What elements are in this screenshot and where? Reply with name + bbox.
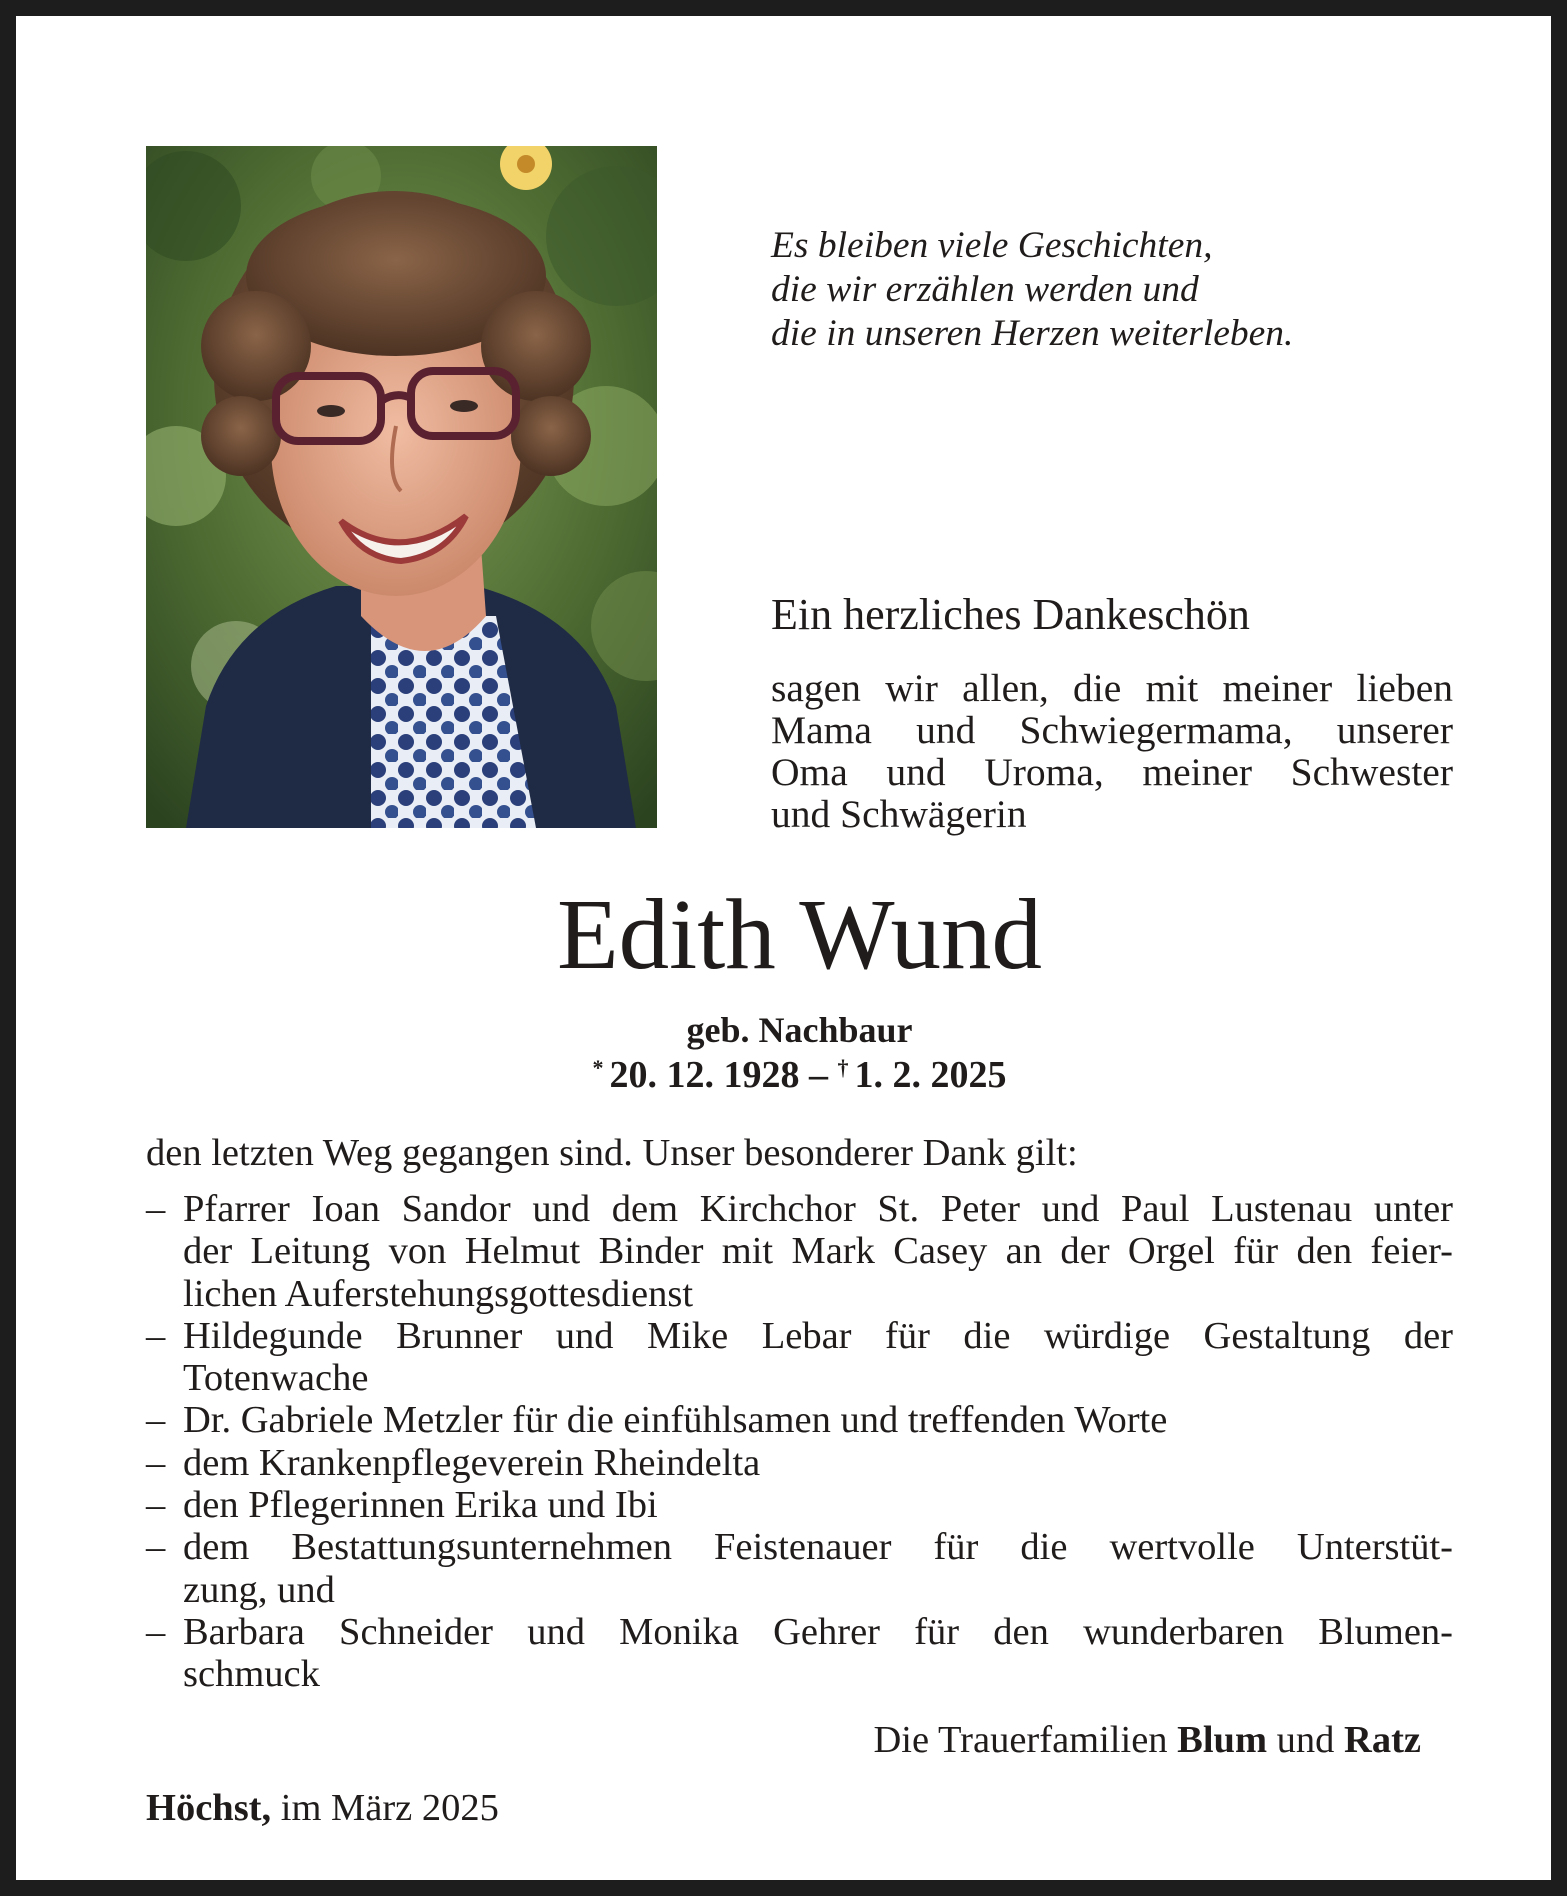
list-item-line: dem Krankenpflegeverein Rheindelta [183,1441,761,1484]
death-date: 1. 2. 2025 [854,1054,1007,1096]
portrait-image [146,146,657,828]
list-item-line: den Pflegerinnen Erika und Ibi [183,1484,658,1527]
list-item [146,1399,1453,1441]
deceased-name: Edith Wund [556,878,1043,990]
birth-date: 20. 12. 1928 [609,1054,800,1096]
family-signature [874,1718,1422,1762]
thanks-line: und Schwägerin [771,792,1027,836]
place-date [146,1785,499,1831]
motto-line: Es bleiben viele Geschichten, [771,225,1213,266]
thanks-line: Mama und Schwiegermama, unserer [771,708,1453,752]
list-item-line: Hildegunde Brunner und Mike Lebar für die würdige Gestaltung der [183,1314,1453,1357]
dash-bullet: – [146,1314,166,1357]
list-item-line: schmuck [183,1653,320,1696]
motto-line: die in unseren Herzen weiterleben. [771,313,1294,354]
dash-bullet: – [146,1188,166,1230]
motto-quote [771,224,1471,356]
signature-prefix: Die Trauerfamilien [873,1719,1168,1761]
list-item [146,1526,1453,1611]
motto-line: die wir erzählen werden und [771,269,1199,310]
list-item [146,1188,1453,1315]
list-item-line: lichen Auferstehungsgottesdienst [183,1272,694,1315]
thanks-heading: Ein herzliches Dankeschön [771,590,1250,639]
list-item [146,1315,1453,1400]
list-item-line: dem Bestattungsunternehmen Feistenauer für die wertvolle Unterstüt- [183,1526,1453,1569]
family-name-2: Ratz [1344,1719,1421,1761]
list-item [146,1442,1453,1484]
list-item [146,1484,1453,1526]
list-item-line: Totenwache [183,1357,369,1400]
dash-bullet: – [146,1484,166,1527]
dash-bullet: – [146,1526,166,1569]
list-item-line: der Leitung von Helmut Binder mit Mark Casey an der Orgel für den feier- [183,1230,1453,1273]
signature-conjunction: und [1276,1719,1335,1761]
thanks-text [771,667,1453,835]
town-name: Höchst, [146,1787,272,1829]
date-separator: – [809,1054,828,1096]
death-symbol: † [837,1055,849,1081]
dash-bullet: – [146,1610,166,1653]
dash-bullet: – [146,1399,166,1442]
family-name-1: Blum [1177,1719,1268,1761]
thanks-line: Oma und Uroma, meiner Schwester [771,750,1453,794]
list-item-line: Barbara Schneider und Monika Gehrer für den wunderbaren Blumen- [183,1610,1453,1653]
portrait-photo [146,146,657,828]
dash-bullet: – [146,1441,166,1484]
acknowledgement-list [146,1188,1453,1696]
list-item-line: Dr. Gabriele Metzler für die einfühlsamen und treffenden Worte [183,1399,1168,1442]
notice-date: im März 2025 [280,1787,499,1829]
thanks-line: sagen wir allen, die mit meiner lieben [771,666,1453,710]
list-item-line: zung, und [183,1568,335,1611]
birth-symbol: * [592,1055,604,1081]
list-item [146,1611,1453,1696]
list-item-line: Pfarrer Ioan Sandor und dem Kirchchor St. Peter und Paul Lustenau unter [183,1188,1453,1230]
maiden-name: geb. Nachbaur [686,1010,913,1050]
acknowledgement-intro: den letzten Weg gegangen sind. Unser besonderer Dank gilt: [146,1132,1078,1174]
life-dates [16,1052,1567,1098]
